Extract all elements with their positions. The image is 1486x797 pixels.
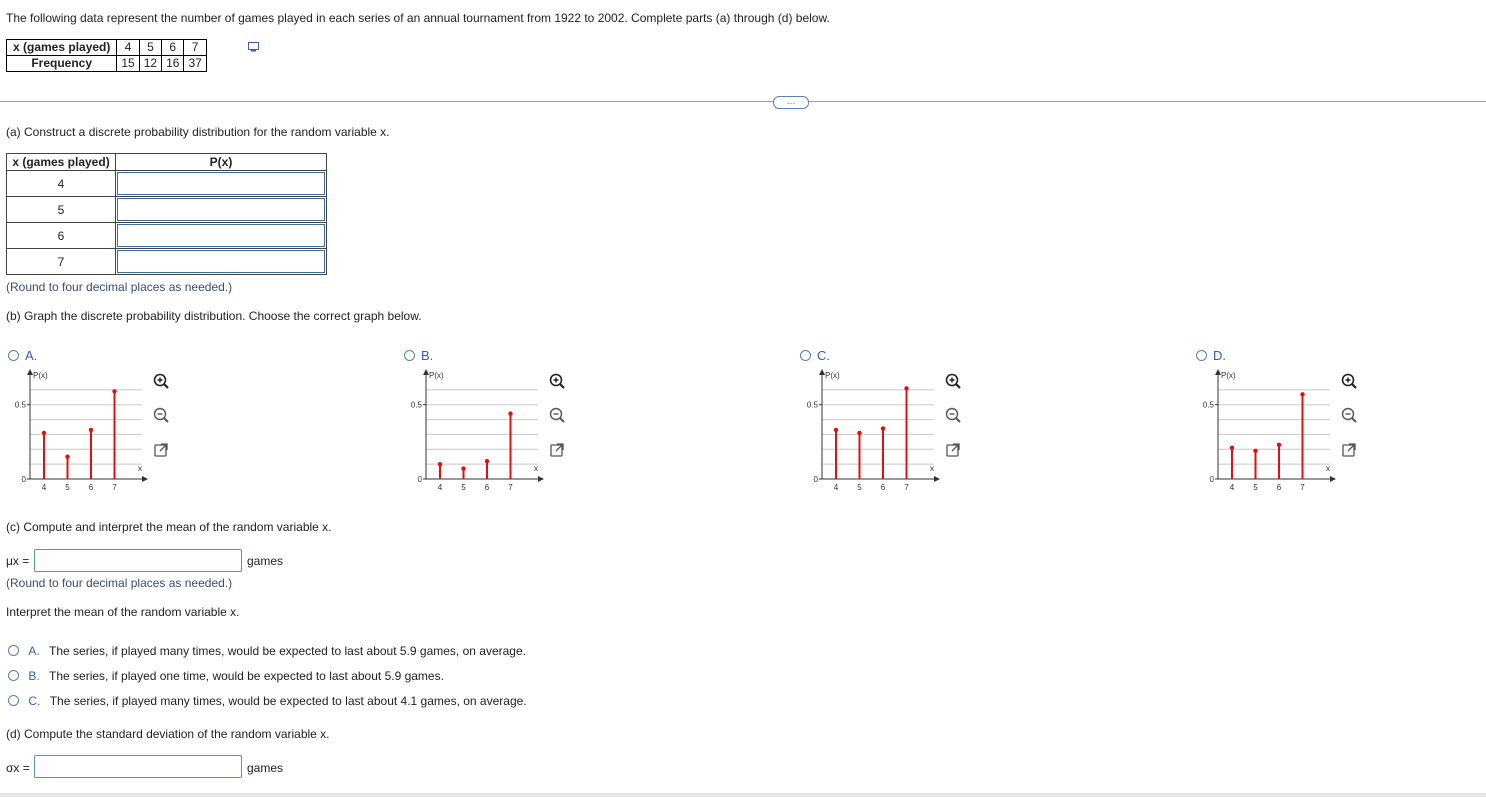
radio-button[interactable] xyxy=(8,670,19,681)
mean-input[interactable] xyxy=(34,549,242,572)
stem-point xyxy=(881,426,885,430)
radio-button[interactable] xyxy=(1196,350,1207,361)
graph-option-letter: A. xyxy=(25,348,38,363)
x-tick-label: 6 xyxy=(1276,483,1282,492)
choice-text: The series, if played many times, would be expected to last about 4.1 games, on average. xyxy=(49,694,527,708)
stem-point xyxy=(857,431,861,435)
zoom-out-icon[interactable] xyxy=(944,406,962,424)
choice-letter: A. xyxy=(28,644,40,658)
stem-point xyxy=(1253,449,1257,453)
dist-p-cell xyxy=(116,197,327,223)
stem-point xyxy=(438,462,442,466)
graph-b xyxy=(398,367,548,497)
std-dev-units: games xyxy=(247,761,284,775)
part-a-hint: (Round to four decimal places as needed.) xyxy=(6,280,233,294)
y-tick-label: 0 xyxy=(417,475,422,484)
dist-x-value: 5 xyxy=(7,197,116,223)
zoom-in-icon[interactable] xyxy=(152,372,170,390)
graph-option-a[interactable] xyxy=(8,348,37,363)
zoom-out-icon[interactable] xyxy=(548,406,566,424)
stem-point xyxy=(1300,392,1304,396)
graph-option-letter: B. xyxy=(421,348,434,363)
y-tick-label: 0.5 xyxy=(806,400,818,410)
zoom-out-icon[interactable] xyxy=(152,406,170,424)
x-tick-label: 5 xyxy=(65,483,70,492)
x-axis-label: x xyxy=(1326,464,1330,473)
interpret-choice-a[interactable] xyxy=(8,644,526,658)
zoom-out-icon[interactable] xyxy=(1340,406,1358,424)
x-tick-label: 5 xyxy=(461,483,466,492)
stem-point xyxy=(89,428,93,432)
graph-option-c[interactable] xyxy=(800,348,830,363)
freq-x-cell: 6 xyxy=(162,40,184,56)
bottom-scrollbar[interactable] xyxy=(0,793,1486,797)
part-c-prompt: (c) Compute and interpret the mean of the random variable x. xyxy=(6,520,332,534)
stem-point xyxy=(1277,443,1281,447)
graph-c xyxy=(794,367,944,497)
x-tick-label: 7 xyxy=(904,483,909,492)
graph-option-d[interactable] xyxy=(1196,348,1226,363)
x-tick-label: 5 xyxy=(857,483,862,492)
y-tick-label: 0 xyxy=(21,475,26,484)
stem-point xyxy=(508,411,512,415)
freq-x-header: x (games played) xyxy=(7,40,117,56)
stem-point xyxy=(112,389,116,393)
dist-p-header: P(x) xyxy=(116,154,327,171)
zoom-in-icon[interactable] xyxy=(1340,372,1358,390)
x-tick-label: 7 xyxy=(1300,483,1305,492)
y-axis-label: P(x) xyxy=(825,371,840,380)
expand-icon[interactable] xyxy=(548,441,566,459)
freq-x-cell: 7 xyxy=(184,40,206,56)
x-tick-label: 6 xyxy=(88,483,94,492)
y-tick-label: 0.5 xyxy=(1202,400,1214,410)
y-tick-label: 0 xyxy=(813,475,818,484)
freq-f-cell: 15 xyxy=(117,56,139,72)
dist-p-cell xyxy=(116,249,327,275)
p-input-4[interactable] xyxy=(117,172,325,195)
expand-icon[interactable] xyxy=(944,441,962,459)
graph-d xyxy=(1190,367,1340,497)
x-axis-label: x xyxy=(138,464,142,473)
distribution-table xyxy=(6,153,327,275)
copy-data-icon[interactable] xyxy=(248,42,260,52)
zoom-in-icon[interactable] xyxy=(944,372,962,390)
dist-x-value: 7 xyxy=(7,249,116,275)
stem-point xyxy=(1230,446,1234,450)
graph-option-letter: C. xyxy=(817,348,830,363)
mu-label: μx = xyxy=(6,554,30,568)
intro-text: The following data represent the number of games played in each series of an annual tournament from 1922 to 2002. Complete parts (a) through (d) below. xyxy=(6,11,830,25)
y-axis-label: P(x) xyxy=(429,371,444,380)
freq-f-cell: 12 xyxy=(139,56,161,72)
freq-f-cell: 16 xyxy=(162,56,184,72)
graph-option-b[interactable] xyxy=(404,348,433,363)
x-tick-label: 4 xyxy=(833,483,839,492)
choice-text: The series, if played one time, would be expected to last about 5.9 games. xyxy=(49,669,444,683)
stem-point xyxy=(834,428,838,432)
stem-point xyxy=(65,455,69,459)
expand-icon[interactable] xyxy=(1340,441,1358,459)
freq-x-cell: 4 xyxy=(117,40,139,56)
section-divider xyxy=(0,101,1486,102)
radio-button[interactable] xyxy=(8,695,19,706)
interpret-choice-c[interactable] xyxy=(8,694,527,708)
part-a-prompt: (a) Construct a discrete probability distribution for the random variable x. xyxy=(6,125,390,139)
y-tick-label: 0.5 xyxy=(410,400,422,410)
freq-f-cell: 37 xyxy=(184,56,206,72)
dist-p-cell xyxy=(116,171,327,197)
radio-button[interactable] xyxy=(8,350,19,361)
expand-icon[interactable] xyxy=(152,441,170,459)
x-tick-label: 5 xyxy=(1253,483,1258,492)
part-b-prompt: (b) Graph the discrete probability distribution. Choose the correct graph below. xyxy=(6,309,422,323)
interpret-choice-b[interactable] xyxy=(8,669,444,683)
x-axis-label: x xyxy=(930,464,934,473)
p-input-5[interactable] xyxy=(117,198,325,221)
stem-point xyxy=(485,459,489,463)
y-axis-label: P(x) xyxy=(33,371,48,380)
x-axis-arrow xyxy=(538,476,544,482)
p-input-6[interactable] xyxy=(117,224,325,247)
more-button[interactable]: … xyxy=(773,96,809,109)
x-tick-label: 7 xyxy=(112,483,117,492)
choice-text: The series, if played many times, would be expected to last about 5.9 games, on average. xyxy=(49,644,526,658)
freq-x-cell: 5 xyxy=(139,40,161,56)
part-d-prompt: (d) Compute the standard deviation of the random variable x. xyxy=(6,727,330,741)
radio-button[interactable] xyxy=(8,645,19,656)
stem-point xyxy=(904,386,908,390)
part-c-hint: (Round to four decimal places as needed.) xyxy=(6,576,233,590)
stem-point xyxy=(42,431,46,435)
dist-x-value: 4 xyxy=(7,171,116,197)
dist-p-cell xyxy=(116,223,327,249)
x-axis-arrow xyxy=(934,476,940,482)
x-axis-label: x xyxy=(534,464,538,473)
frequency-table xyxy=(6,39,207,72)
zoom-in-icon[interactable] xyxy=(548,372,566,390)
stem-point xyxy=(461,466,465,470)
x-tick-label: 4 xyxy=(41,483,47,492)
sigma-label: σx = xyxy=(6,761,30,775)
x-tick-label: 6 xyxy=(484,483,490,492)
std-dev-input[interactable] xyxy=(34,755,242,778)
x-tick-label: 4 xyxy=(1229,483,1235,492)
choice-letter: B. xyxy=(28,669,40,683)
dist-x-value: 6 xyxy=(7,223,116,249)
dist-x-header: x (games played) xyxy=(7,154,116,171)
mean-units: games xyxy=(247,554,284,568)
interpret-prompt: Interpret the mean of the random variable x. xyxy=(6,605,240,619)
radio-button[interactable] xyxy=(404,350,415,361)
x-axis-arrow xyxy=(1330,476,1336,482)
choice-letter: C. xyxy=(28,694,41,708)
y-tick-label: 0 xyxy=(1209,475,1214,484)
graph-option-letter: D. xyxy=(1213,348,1226,363)
graph-a xyxy=(2,367,152,497)
x-tick-label: 4 xyxy=(437,483,443,492)
y-tick-label: 0.5 xyxy=(14,400,26,410)
p-input-7[interactable] xyxy=(117,250,325,273)
radio-button[interactable] xyxy=(800,350,811,361)
freq-f-header: Frequency xyxy=(7,56,117,72)
x-tick-label: 6 xyxy=(880,483,886,492)
y-axis-label: P(x) xyxy=(1221,371,1236,380)
x-axis-arrow xyxy=(142,476,148,482)
x-tick-label: 7 xyxy=(508,483,513,492)
